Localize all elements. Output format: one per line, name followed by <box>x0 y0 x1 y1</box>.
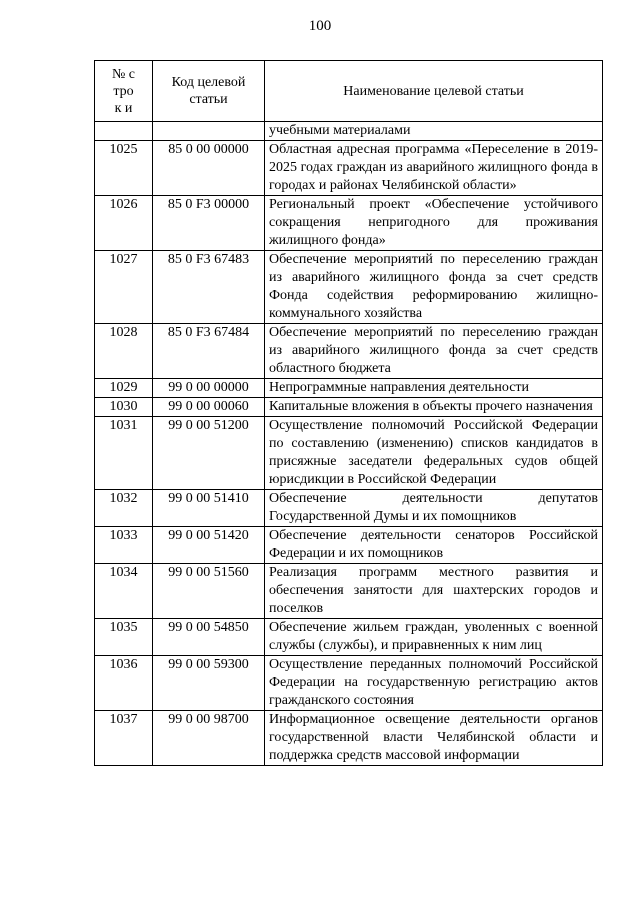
row-code-cell: 85 0 00 00000 <box>153 141 265 196</box>
row-code-cell: 99 0 00 51410 <box>153 490 265 527</box>
row-code-cell: 99 0 00 00000 <box>153 379 265 398</box>
header-row-number: № строк и <box>95 61 153 122</box>
row-number-cell: 1030 <box>95 398 153 417</box>
row-number-cell: 1034 <box>95 564 153 619</box>
row-name-cell: Реализация программ местного развития и обеспечения занятости для шахтерских городов и поселков <box>265 564 603 619</box>
table-row <box>95 324 603 379</box>
row-code-cell: 99 0 00 59300 <box>153 656 265 711</box>
row-code-cell: 99 0 00 98700 <box>153 711 265 766</box>
header-code: Код целевой статьи <box>153 61 265 122</box>
row-code-cell: 99 0 00 51200 <box>153 417 265 490</box>
row-code-cell: 99 0 00 51420 <box>153 527 265 564</box>
continuation-row <box>95 122 603 141</box>
continuation-code-cell <box>153 122 265 141</box>
row-name-cell: Непрограммные направления деятельности <box>265 379 603 398</box>
row-code-cell: 99 0 00 54850 <box>153 619 265 656</box>
row-name-cell: Осуществление полномочий Российской Федерации по составлению (изменению) списков кандидатов в присяжные заседатели федеральных судов общей юрисдикции в Российской Федерации <box>265 417 603 490</box>
row-name-cell: Осуществление переданных полномочий Российской Федерации на государственную регистрацию актов гражданского состояния <box>265 656 603 711</box>
row-number-cell: 1029 <box>95 379 153 398</box>
row-name-cell: Обеспечение деятельности депутатов Государственной Думы и их помощников <box>265 490 603 527</box>
row-number-cell: 1027 <box>95 251 153 324</box>
continuation-name-cell: учебными материалами <box>265 122 603 141</box>
row-name-cell: Обеспечение жильем граждан, уволенных с военной службы (службы), и приравненных к ним лиц <box>265 619 603 656</box>
table-header-row <box>95 61 603 122</box>
row-number-cell: 1036 <box>95 656 153 711</box>
table-row <box>95 711 603 766</box>
row-name-cell: Информационное освещение деятельности органов государственной власти Челябинской области и поддержка средств массовой информации <box>265 711 603 766</box>
row-code-cell: 99 0 00 00060 <box>153 398 265 417</box>
continuation-no-cell <box>95 122 153 141</box>
row-number-cell: 1026 <box>95 196 153 251</box>
table-row <box>95 251 603 324</box>
table-row <box>95 417 603 490</box>
row-name-cell: Капитальные вложения в объекты прочего назначения <box>265 398 603 417</box>
header-name: Наименование целевой статьи <box>265 61 603 122</box>
row-number-cell: 1031 <box>95 417 153 490</box>
row-name-cell: Обеспечение деятельности сенаторов Российской Федерации и их помощников <box>265 527 603 564</box>
row-code-cell: 85 0 F3 67483 <box>153 251 265 324</box>
table-row <box>95 490 603 527</box>
row-number-cell: 1028 <box>95 324 153 379</box>
row-name-cell: Областная адресная программа «Переселение в 2019-2025 годах граждан из аварийного жилищного фонда в городах и районах Челябинской области» <box>265 141 603 196</box>
row-number-cell: 1033 <box>95 527 153 564</box>
table-row <box>95 141 603 196</box>
table-row <box>95 379 603 398</box>
table-row <box>95 527 603 564</box>
row-name-cell: Обеспечение мероприятий по переселению граждан из аварийного жилищного фонда за счет средств областного бюджета <box>265 324 603 379</box>
table-row <box>95 398 603 417</box>
row-code-cell: 99 0 00 51560 <box>153 564 265 619</box>
row-number-cell: 1032 <box>95 490 153 527</box>
table-row <box>95 196 603 251</box>
table-row <box>95 564 603 619</box>
target-articles-table <box>94 60 603 766</box>
row-number-cell: 1037 <box>95 711 153 766</box>
row-name-cell: Региональный проект «Обеспечение устойчивого сокращения непригодного для проживания жилищного фонда» <box>265 196 603 251</box>
row-number-cell: 1025 <box>95 141 153 196</box>
row-code-cell: 85 0 F3 00000 <box>153 196 265 251</box>
row-code-cell: 85 0 F3 67484 <box>153 324 265 379</box>
table-row <box>95 619 603 656</box>
row-name-cell: Обеспечение мероприятий по переселению граждан из аварийного жилищного фонда за счет средств Фонда содействия реформированию жилищно-коммунального хозяйства <box>265 251 603 324</box>
table-row <box>95 656 603 711</box>
page-number: 100 <box>308 18 332 34</box>
row-number-cell: 1035 <box>95 619 153 656</box>
